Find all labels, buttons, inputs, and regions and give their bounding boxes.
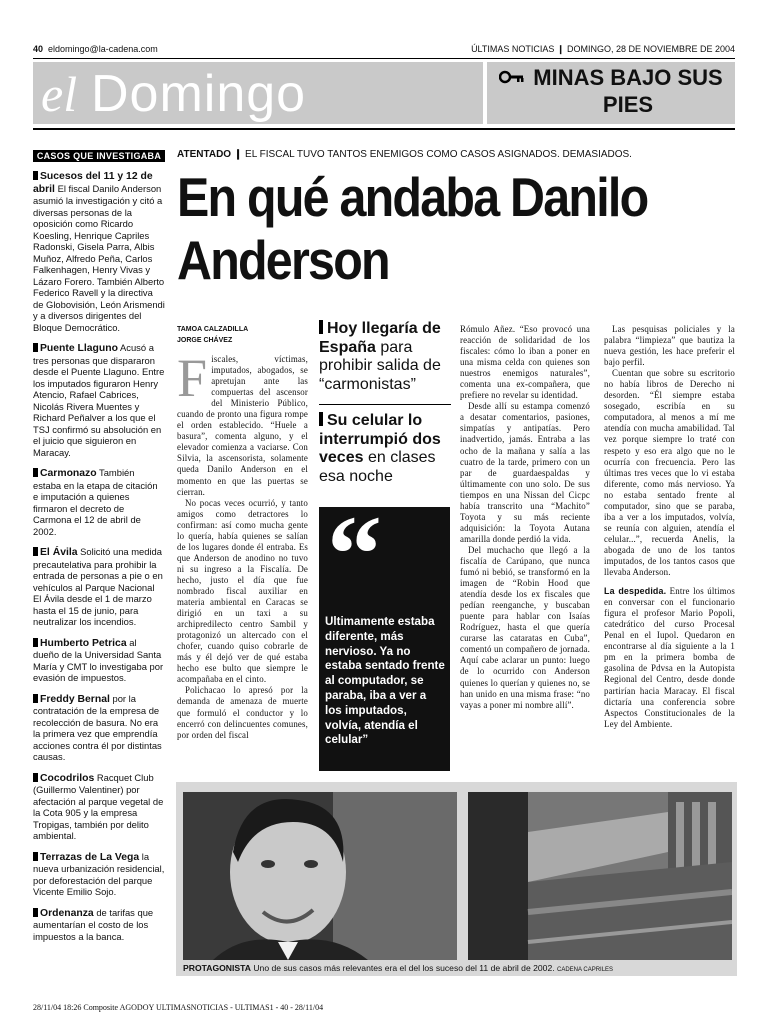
sidebar-item-text: al dueño de la Universidad Santa María y CMT lo investigaba por evasión de impuestos.	[33, 636, 164, 683]
pullquote-bar	[319, 412, 323, 426]
crowd-image	[468, 792, 732, 960]
sidebar-item-title: Ordenanza	[40, 907, 94, 919]
sidebar-item-title: El Ávila	[40, 547, 78, 558]
photo-caption	[183, 963, 733, 976]
article-paragraph	[177, 348, 308, 498]
sidebar-item-text: por la contratación de la empresa de recolección de basura. No era la primera vez que emprendía acciones contra él por distintas causas.	[33, 692, 162, 762]
photo-credit: CADENA CAPRILES	[557, 967, 614, 973]
teaser-box[interactable]	[487, 62, 735, 124]
article-paragraph: Las pesquisas policiales y la palabra “limpieza” que bautiza la nueva gestión, les hace preferir el bajo perfil.	[604, 324, 735, 368]
teaser-title: MINAS BAJO SUS PIES	[533, 65, 723, 117]
crowd-photo	[468, 792, 732, 960]
top-rule	[33, 58, 735, 59]
bullet-icon	[33, 547, 38, 556]
caption-text: Uno de sus casos más relevantes era el del los suceso del 11 de abril de 2002.	[253, 963, 555, 973]
article-column-4	[604, 324, 735, 730]
article-paragraph: Del muchacho que llegó a la fiscalía de Carúpano, que nunca fumó ni bebió, se transformó en la imagen de “Robin Hood que atendía desde los ex fiscales que pedían reenganche, y buscaban puente para hablar con Isaías Rodríguez, hasta el que quería curarse las cataratas en Cuba”, comentó un compañero de jornada. Aquí cabe aclarar un punto: luego de lo ocurrido con Anderson quienes lo querían y quienes no, se han unido en una misma frase: “no vayas a poner mi nombre allí”.	[460, 544, 590, 710]
article-paragraph: Cuentan que sobre su escritorio no había libros de Derecho ni desorden. “Él siempre estaba sosegado, escribía en su computadora, al menos a mí me atendía con mucha amabilidad. Tal vez porque siempre lo traté con respeto y eso era algo que no le ocurría con frecuencia. Pero las últimas tres veces que lo vi estaba diferente, como más nervioso. Ya no estaba sentado frente al computador, sino que se paraba, iba a ver a los imputados, volvía, se reunía con alguien, atendía el celular...”, recuerda Anelis, la abogada de uno de los tantos imputados, de los tantos casos que llevaba Anderson.	[604, 368, 735, 578]
bullet-icon	[33, 638, 38, 647]
sidebar-item	[33, 907, 165, 943]
kicker-separator: ❙	[233, 149, 243, 160]
pullquote-1	[319, 320, 451, 394]
dateline: ÚLTIMAS NOTICIAS ❙ DOMINGO, 28 DE NOVIEMBRE DE 2004	[471, 44, 735, 54]
portrait-image	[183, 792, 457, 960]
sidebar-item-title: Freddy Bernal	[40, 693, 110, 705]
kicker-label: ATENTADO	[177, 149, 232, 160]
sidebar-item	[33, 170, 165, 333]
pullquote-bold: Hoy llegaría de España	[319, 320, 441, 356]
sidebar-item-title: Carmonazo	[40, 468, 97, 479]
page-info	[33, 44, 158, 54]
bullet-icon	[33, 171, 38, 180]
sidebar-item	[33, 467, 165, 537]
sidebar-item-text: También estaba en la etapa de citación e imputación a quienes firmaron el decreto de Carmona el 12 de abril de 2002.	[33, 467, 158, 537]
print-footer: 28/11/04 18:26 Composite AGODOY ULTIMASNOTICIAS - ULTIMAS1 - 40 - 28/11/04	[33, 1003, 324, 1012]
article-paragraph: Desde allí su estampa comenzó a desatar comentarios, pasiones, simpatías y antipatías. Pero inadvertido, jamás. Entraba a las ocho de la mañana y salía a las cuatro de la tarde, primero con un par de guardaespaldas y últimamente con uno solo. De sus tiempos en una Nissan del Cicpc había transcrito una “Machito” Toyota y su más reciente adquisición: la Toyota Autana amarilla donde perdió la vida.	[460, 401, 590, 544]
sidebar-item-title: Cocodrilos	[40, 772, 95, 784]
bullet-icon	[33, 908, 38, 917]
article-paragraph: No pocas veces ocurrió, y tanto amigos como detractores lo confirman: así como mucha gente lo quería, había quienes se salían de los lugares donde él entraba. Es que Anderson de anodino no tuvo ni su ingreso a la Fiscalía. De hecho, justo el día que fue nombrado fiscal auxiliar en materia ambiental en Caracas se dirigió en un taxi a su archipredilecto centro Sambil y protagonizó un altercado con el chofer, cuando quiso cobrarle de más y él dejó ver de qué estaba hecho ese bulto que siempre le acompañaba en el cinto.	[177, 497, 308, 685]
pullquote-rest: en clases esa noche	[319, 449, 436, 485]
sidebar-item-title: Puente Llaguno	[40, 343, 118, 354]
sidebar-item	[33, 693, 165, 763]
dropcap: F	[177, 348, 208, 408]
bullet-icon	[33, 468, 38, 477]
caption-label: PROTAGONISTA	[183, 963, 251, 973]
sidebar-item-text: Solicitó una medida precautelativa para prohibir la entrada de personas a pie o en vehículos al Parque Nacional El Ávila desde el 1 de marzo hasta el 15 de junio, para neutralizar los incendios.	[33, 546, 163, 627]
paragraph-text: iscales, víctimas, imputados, abogados, se apretujan ante las compuertas del ascensor del Ministerio Público, cuando de pronto una figura rompe el orden establecido. “Huele a basura”, comenta alguno, y el elevador comienza a vaciarse. Con Silvia, la ascensorista, solamente queda Danilo Anderson en el momento en que las puertas se cierran.	[177, 354, 308, 497]
subhead: La despedida.	[604, 586, 667, 597]
masthead-domingo: Domingo	[91, 65, 307, 123]
sidebar-item	[33, 342, 165, 458]
sidebar-item	[33, 772, 165, 842]
sidebar	[33, 170, 165, 951]
quote-text: Ultimamente estaba diferente, más nervioso. Ya no estaba sentado frente al computador, se paraba, iba a ver a los imputados, volvía, atendía el celular”	[325, 615, 445, 747]
bullet-icon	[33, 773, 38, 782]
key-icon	[499, 68, 525, 91]
kicker-text: EL FISCAL TUVO TANTOS ENEMIGOS COMO CASOS ASIGNADOS. DEMASIADOS.	[245, 149, 632, 160]
byline-author-2: JORGE CHÁVEZ	[177, 337, 233, 344]
kicker	[177, 149, 737, 160]
paragraph-text: Entre los últimos en conversar con el funcionario figura el profesor Mario Popoli, catedrático del curso Procesal Penal en el Iupol. Quedaron en encontrarse al día siguiente a la 1 pm en la primera bomba de gasolina de Pdvsa en la Autopista Regional del Centro, desde donde partirían hacia Maracay. El fiscal dictaría una conferencia sobre Aspectos Constitucionales de la Ley del Ambiente.	[604, 586, 735, 729]
top-line	[33, 44, 735, 58]
page-number: 40	[33, 44, 44, 54]
headline: En qué andaba Danilo Anderson	[177, 166, 648, 291]
masthead	[33, 62, 483, 124]
sidebar-item-text: la nueva urbanización residencial, por deforestación del parque Vicente Emilio Sojo.	[33, 850, 165, 897]
masthead-rule	[33, 128, 735, 130]
pullquote-divider	[319, 404, 451, 405]
sidebar-item-text: Racquet Club (Guillermo Valentiner) por afectación al parque vegetal de la Cota 905 y la empresa Tropigas, también por delito ambiental.	[33, 771, 164, 841]
pullquote-bold: Su celular lo interrumpió dos veces	[319, 412, 441, 466]
pullquote-2	[319, 412, 451, 486]
sidebar-item-text: El fiscal Danilo Anderson asumió la investigación y citó a diversas personas de la oposición como Ricardo Koesling, Henrique Capriles Radonski, Gisela Parra, Albis Muñoz, Alfredo Peña, Carlos Falkenhagen, Henry Vivas y Lázaro Forero. También Alberto Federico Ravell y la directiva de Globovisión, León Arismendi y a diversos dirigentes del Bloque Democrático.	[33, 182, 165, 333]
byline	[177, 324, 297, 346]
byline-author-1: TAMOA CALZADILLA	[177, 326, 249, 333]
sidebar-item	[33, 851, 165, 898]
article-paragraph	[604, 586, 735, 730]
pullquote-rest: para prohibir salida de “carmonistas”	[319, 338, 441, 393]
bullet-icon	[33, 694, 38, 703]
article-paragraph: Rómulo Añez. “Eso provocó una reacción de solidaridad de los fiscales: cómo lo iban a poner en una misma celda con quienes son nuestros enemigos naturales”, comenta una ex-compañera, que prefiere no revelar su identidad.	[460, 324, 590, 401]
sidebar-item-title: Terrazas de La Vega	[40, 851, 140, 863]
article-column-1	[177, 348, 308, 741]
portrait-photo	[183, 792, 457, 960]
sidebar-item	[33, 546, 165, 628]
article-paragraph: Polichacao lo apresó por la demanda de amenaza de muerte que formuló el conductor y lo encerró con delincuentes comunes, por orden del fiscal	[177, 685, 308, 740]
sidebar-item-text: Acusó a tres personas que dispararon desde el Puente Llaguno. Entre los imputados figuraron Henry Atencio, Rafael Cabrices, Nicolás Rivera Muentes y Richard Peñalver a los que el TSJ confirmó su absolución en el juicio que siguieron en Maracay.	[33, 342, 165, 458]
masthead-el: el	[41, 66, 78, 122]
sidebar-heading: CASOS QUE INVESTIGABA	[33, 150, 165, 162]
pullquote-bar	[319, 320, 323, 334]
sidebar-item-title: Humberto Petrica	[40, 637, 127, 649]
email-link[interactable]: eldomingo@la-cadena.com	[48, 44, 158, 54]
quote-box	[319, 493, 450, 771]
sidebar-item-title: Sucesos del 11 y 12 de abril	[33, 171, 153, 195]
sidebar-item	[33, 637, 165, 684]
bullet-icon	[33, 343, 38, 352]
bullet-icon	[33, 852, 38, 861]
article-column-3	[460, 324, 590, 711]
quote-mark-icon: “	[327, 493, 382, 615]
sidebar-item-text: de tarifas que aumentarían el costo de los impuestos a la banca.	[33, 906, 154, 942]
